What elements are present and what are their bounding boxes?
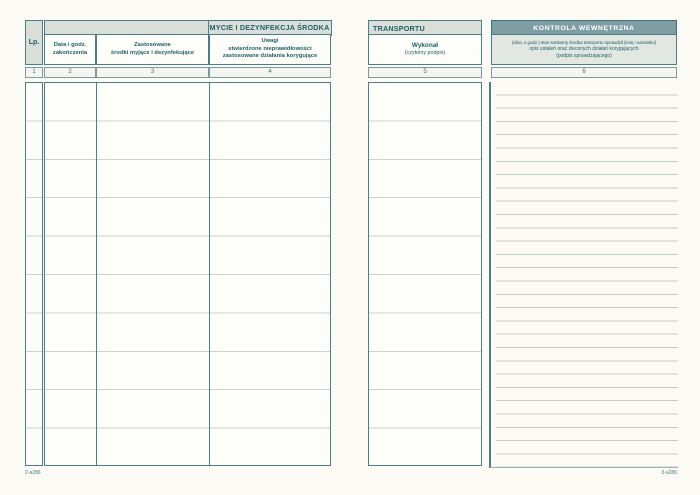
- column-divider: [209, 83, 211, 465]
- ruled-writing-lines: [496, 82, 678, 467]
- column-number-2: 2: [44, 67, 96, 78]
- lp-column-header: [25, 20, 43, 65]
- column-number-4: 4: [209, 67, 331, 78]
- internal-control-header: (dnia, o godz.) stan sanitarny środka transportu sprawdził (imię i nazwisko) opis ustaleń oraz zleconych działań korygujących (podpis sprawdzającego): [491, 34, 677, 65]
- lp-body-column: [25, 82, 43, 466]
- internal-control-title: KONTROLA WEWNĘTRZNA: [491, 20, 677, 36]
- column-number-3: 3: [96, 67, 209, 78]
- performed-by-body-column: [368, 82, 482, 466]
- left-page-title: MYCIE I DEZYNFEKCJA ŚRODKA: [208, 20, 332, 36]
- column-header-date-time: Data i godz. zakończenia: [44, 34, 96, 65]
- left-page-footer-code: 2-a286: [25, 470, 41, 476]
- column-header-performed-by: Wykonał (czytelny podpis): [368, 34, 482, 65]
- lp-label: Lp.: [28, 39, 40, 46]
- column-divider: [96, 83, 98, 465]
- column-header-agents: Zastosowane środki myjące i dezynfekujące: [96, 34, 209, 65]
- right-page-footer-code: 3-a286: [661, 470, 677, 476]
- right-page-title: TRANSPORTU: [368, 20, 482, 36]
- column-number-5: 5: [368, 67, 482, 78]
- column-number-6: 6: [491, 67, 677, 78]
- column-header-remarks: Uwagi stwierdzone nieprawidłowości zastosowane działania korygujące: [209, 34, 331, 65]
- column-number-1: 1: [25, 67, 43, 78]
- internal-control-ruled-area: [489, 82, 678, 468]
- left-table-body: [44, 82, 331, 466]
